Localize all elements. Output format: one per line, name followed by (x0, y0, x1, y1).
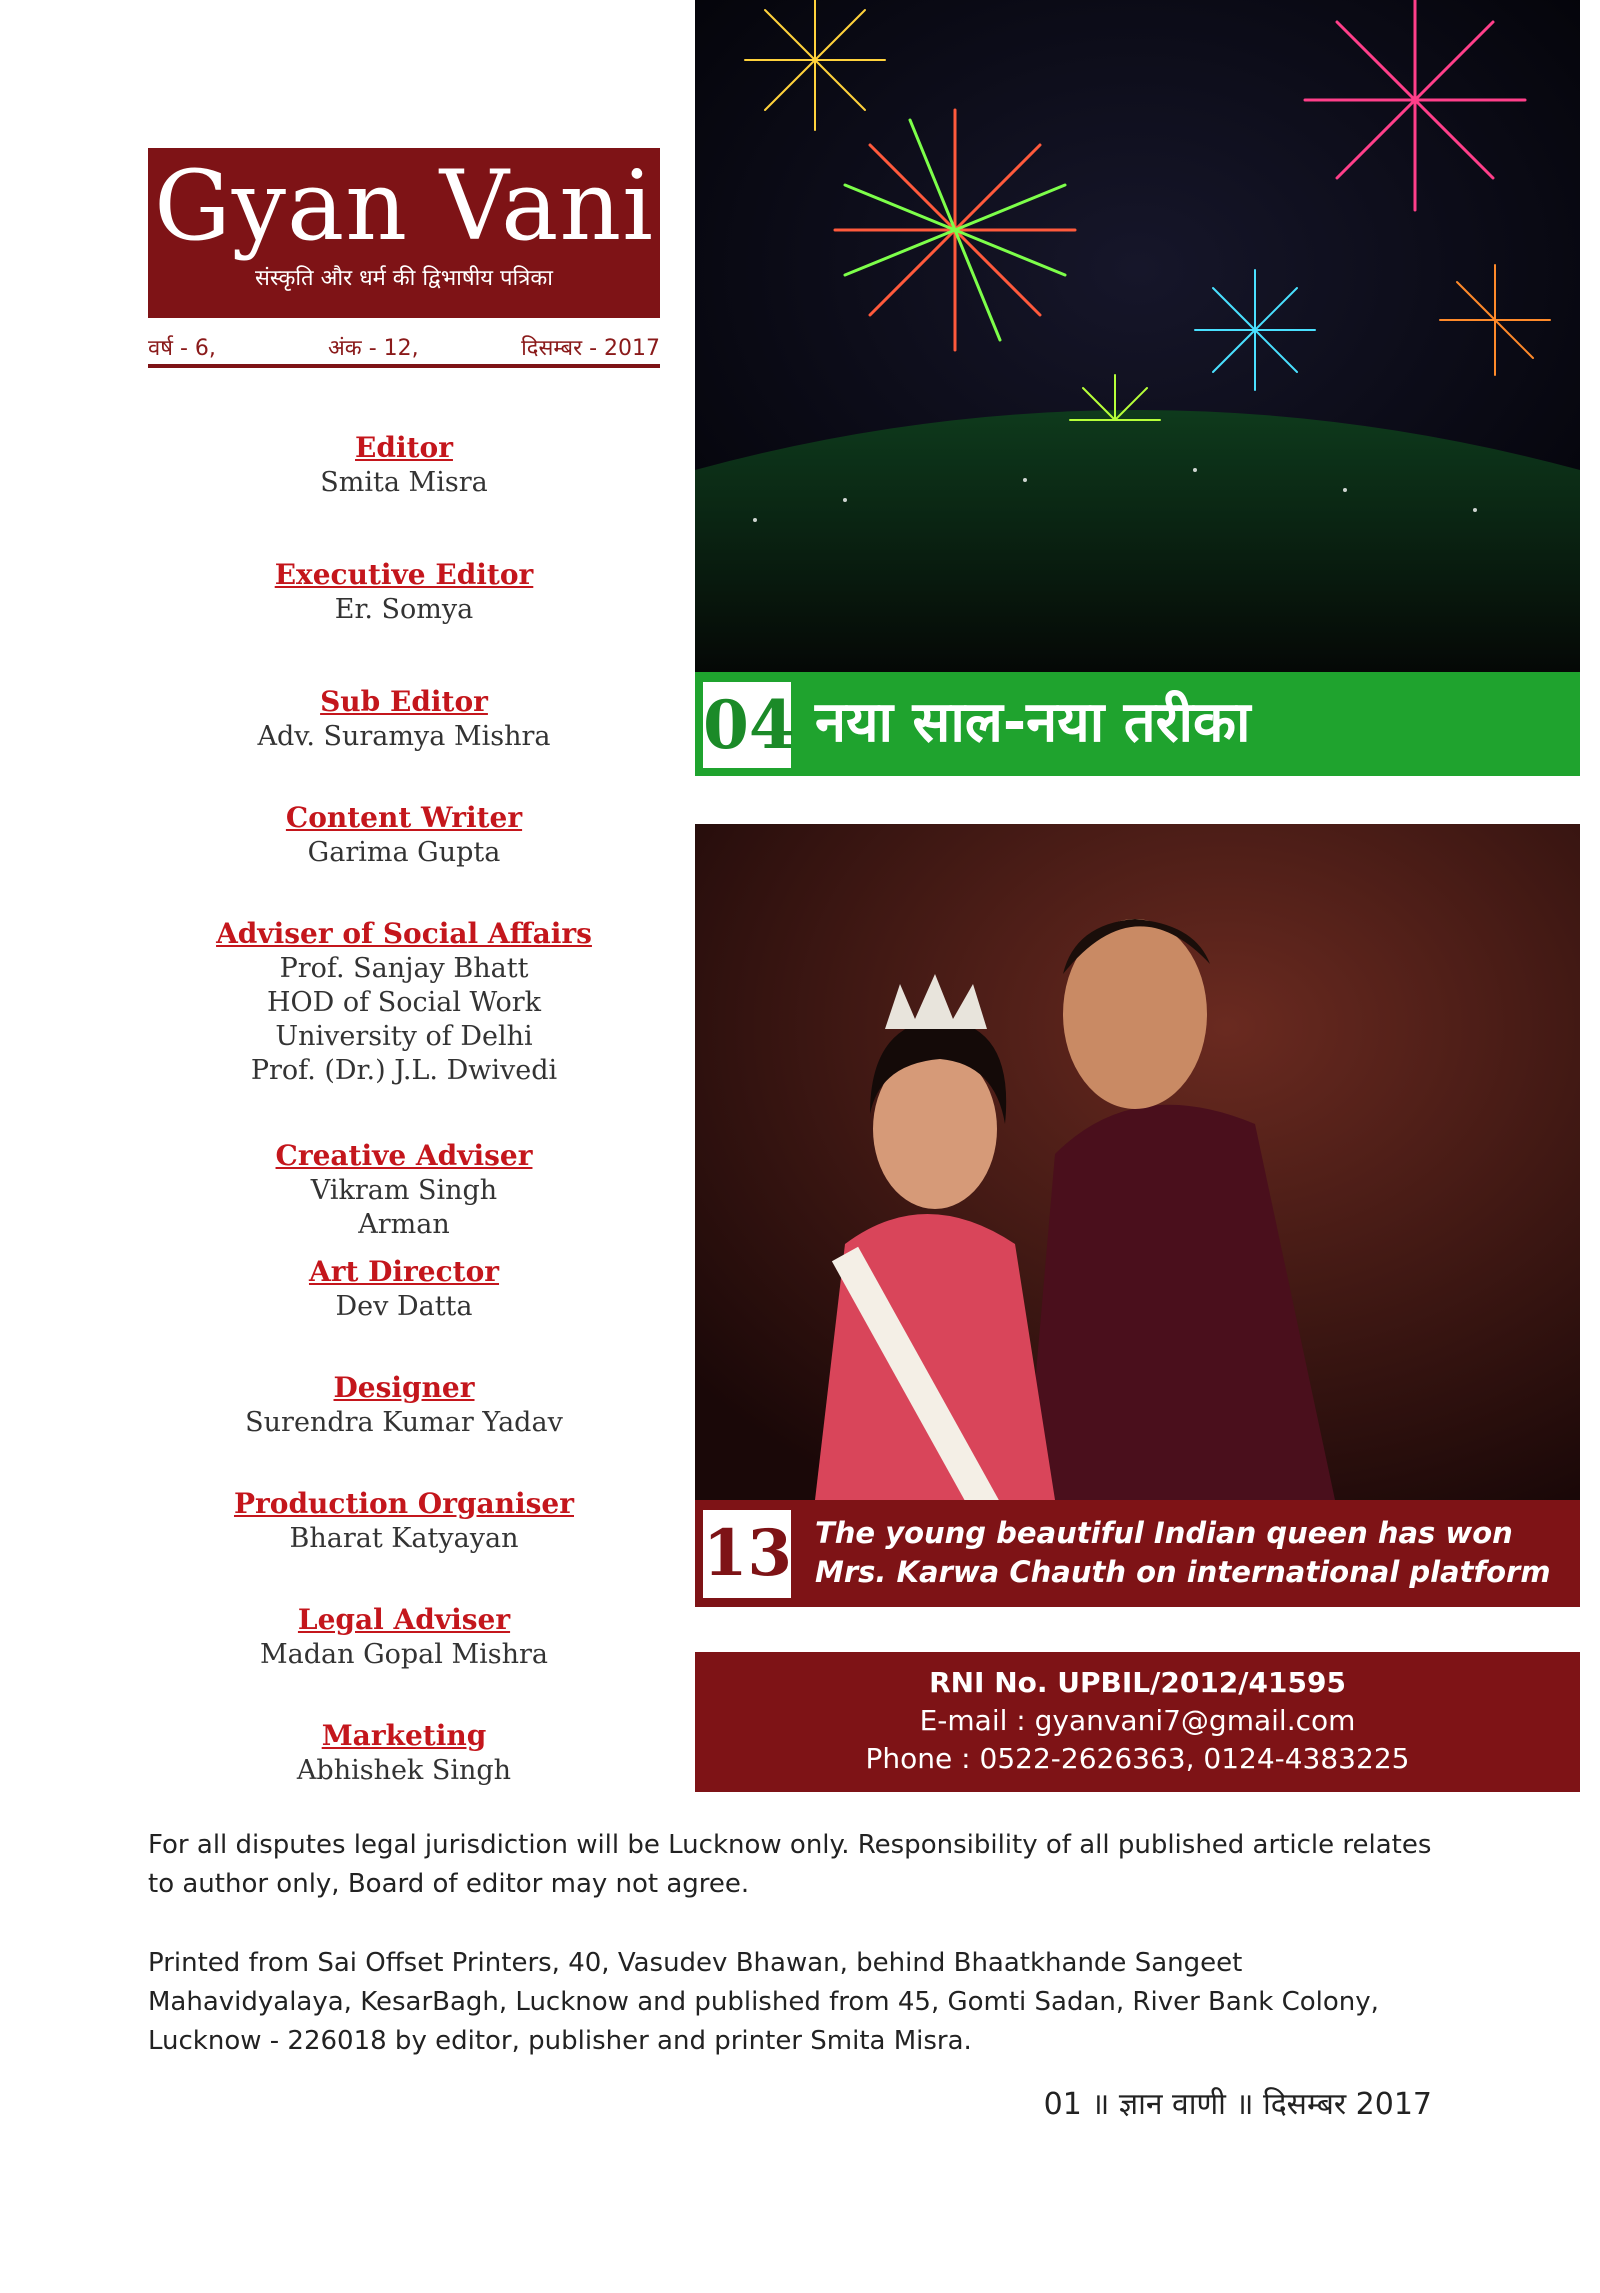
credit-name: Smita Misra (320, 467, 488, 498)
credit-name: Arman (358, 1209, 450, 1240)
credit-executive-editor (148, 557, 660, 627)
issue-line (148, 330, 660, 368)
magazine-title: Gyan Vani (154, 150, 654, 262)
credit-role: Creative Adviser (275, 1139, 533, 1172)
credit-editor (148, 430, 660, 500)
rni-number: RNI No. UPBIL/2012/41595 (929, 1666, 1346, 1699)
credit-name: University of Delhi (275, 1021, 533, 1052)
credit-designer (148, 1370, 660, 1440)
issue-year: वर्ष - 6, (148, 336, 216, 361)
credit-production-organiser (148, 1486, 660, 1556)
credit-name: Abhishek Singh (296, 1755, 512, 1786)
feature-2-page-number: 13 (703, 1510, 791, 1598)
feature-2-headline-line2: Mrs. Karwa Chauth on international platform (815, 1555, 1551, 1589)
contact-box (695, 1652, 1580, 1792)
credit-social-affairs (148, 916, 660, 1088)
credit-role: Editor (355, 431, 453, 464)
credit-name: Vikram Singh (310, 1175, 498, 1206)
credit-role: Legal Adviser (297, 1603, 511, 1636)
credit-role: Production Organiser (233, 1487, 574, 1520)
credit-role: Content Writer (285, 801, 523, 834)
feature-1-page-number: 04 (703, 682, 791, 768)
credit-role: Art Director (308, 1255, 500, 1288)
credit-role: Executive Editor (274, 558, 534, 591)
feature-2-headline[interactable] (815, 1514, 1575, 1592)
credit-marketing (148, 1718, 660, 1788)
page-folio: 01 ॥ ज्ञान वाणी ॥ दिसम्बर 2017 (1043, 2087, 1432, 2122)
issue-date: दिसम्बर - 2017 (521, 336, 660, 361)
couple-illustration (695, 824, 1580, 1500)
credit-role: Sub Editor (320, 685, 488, 718)
issue-number: अंक - 12, (328, 336, 419, 361)
credit-name: Madan Gopal Mishra (259, 1639, 549, 1670)
fireworks-photo (695, 0, 1580, 672)
credit-art-director (148, 1254, 660, 1324)
credit-name: Prof. (Dr.) J.L. Dwivedi (250, 1055, 558, 1086)
credit-name: Er. Somya (334, 594, 474, 625)
legal-disclaimer: For all disputes legal jurisdiction will be Lucknow only. Responsibility of all published article relates to author only, Board of editor may not agree. (148, 1830, 1432, 1899)
credit-name: Dev Datta (335, 1291, 473, 1322)
credit-name: Prof. Sanjay Bhatt (279, 953, 529, 984)
credit-name: Garima Gupta (307, 837, 501, 868)
credit-name: HOD of Social Work (266, 987, 541, 1018)
feature-2-headline-line1: The young beautiful Indian queen has won (815, 1516, 1513, 1550)
feature-1-headline[interactable]: नया साल-नया तरीका (815, 690, 1251, 755)
credit-name: Surendra Kumar Yadav (245, 1407, 563, 1438)
contact-email[interactable]: E-mail : gyanvani7@gmail.com (919, 1704, 1356, 1737)
credit-creative-adviser (148, 1138, 660, 1242)
credit-role: Designer (333, 1371, 475, 1404)
fireworks-illustration (695, 0, 1580, 672)
credit-role: Marketing (321, 1719, 487, 1752)
credit-name: Bharat Katyayan (289, 1523, 519, 1554)
couple-photo (695, 824, 1580, 1500)
contact-phone: Phone : 0522-2626363, 0124-4383225 (865, 1742, 1410, 1775)
magazine-subtitle: संस्कृति और धर्म की द्विभाषीय पत्रिका (255, 266, 553, 291)
credit-sub-editor (148, 684, 660, 754)
credit-name: Adv. Suramya Mishra (257, 721, 551, 752)
credit-legal-adviser (148, 1602, 660, 1672)
credit-content-writer (148, 800, 660, 870)
masthead (148, 148, 660, 318)
printer-info: Printed from Sai Offset Printers, 40, Vasudev Bhawan, behind Bhaatkhande Sangeet Mahavidyalaya, KesarBagh, Lucknow and published from 45, Gomti Sadan, River Bank Colony, Lucknow - 226018 by editor, publisher and printer Smita Misra. (148, 1948, 1379, 2056)
credit-role: Adviser of Social Affairs (216, 917, 592, 950)
